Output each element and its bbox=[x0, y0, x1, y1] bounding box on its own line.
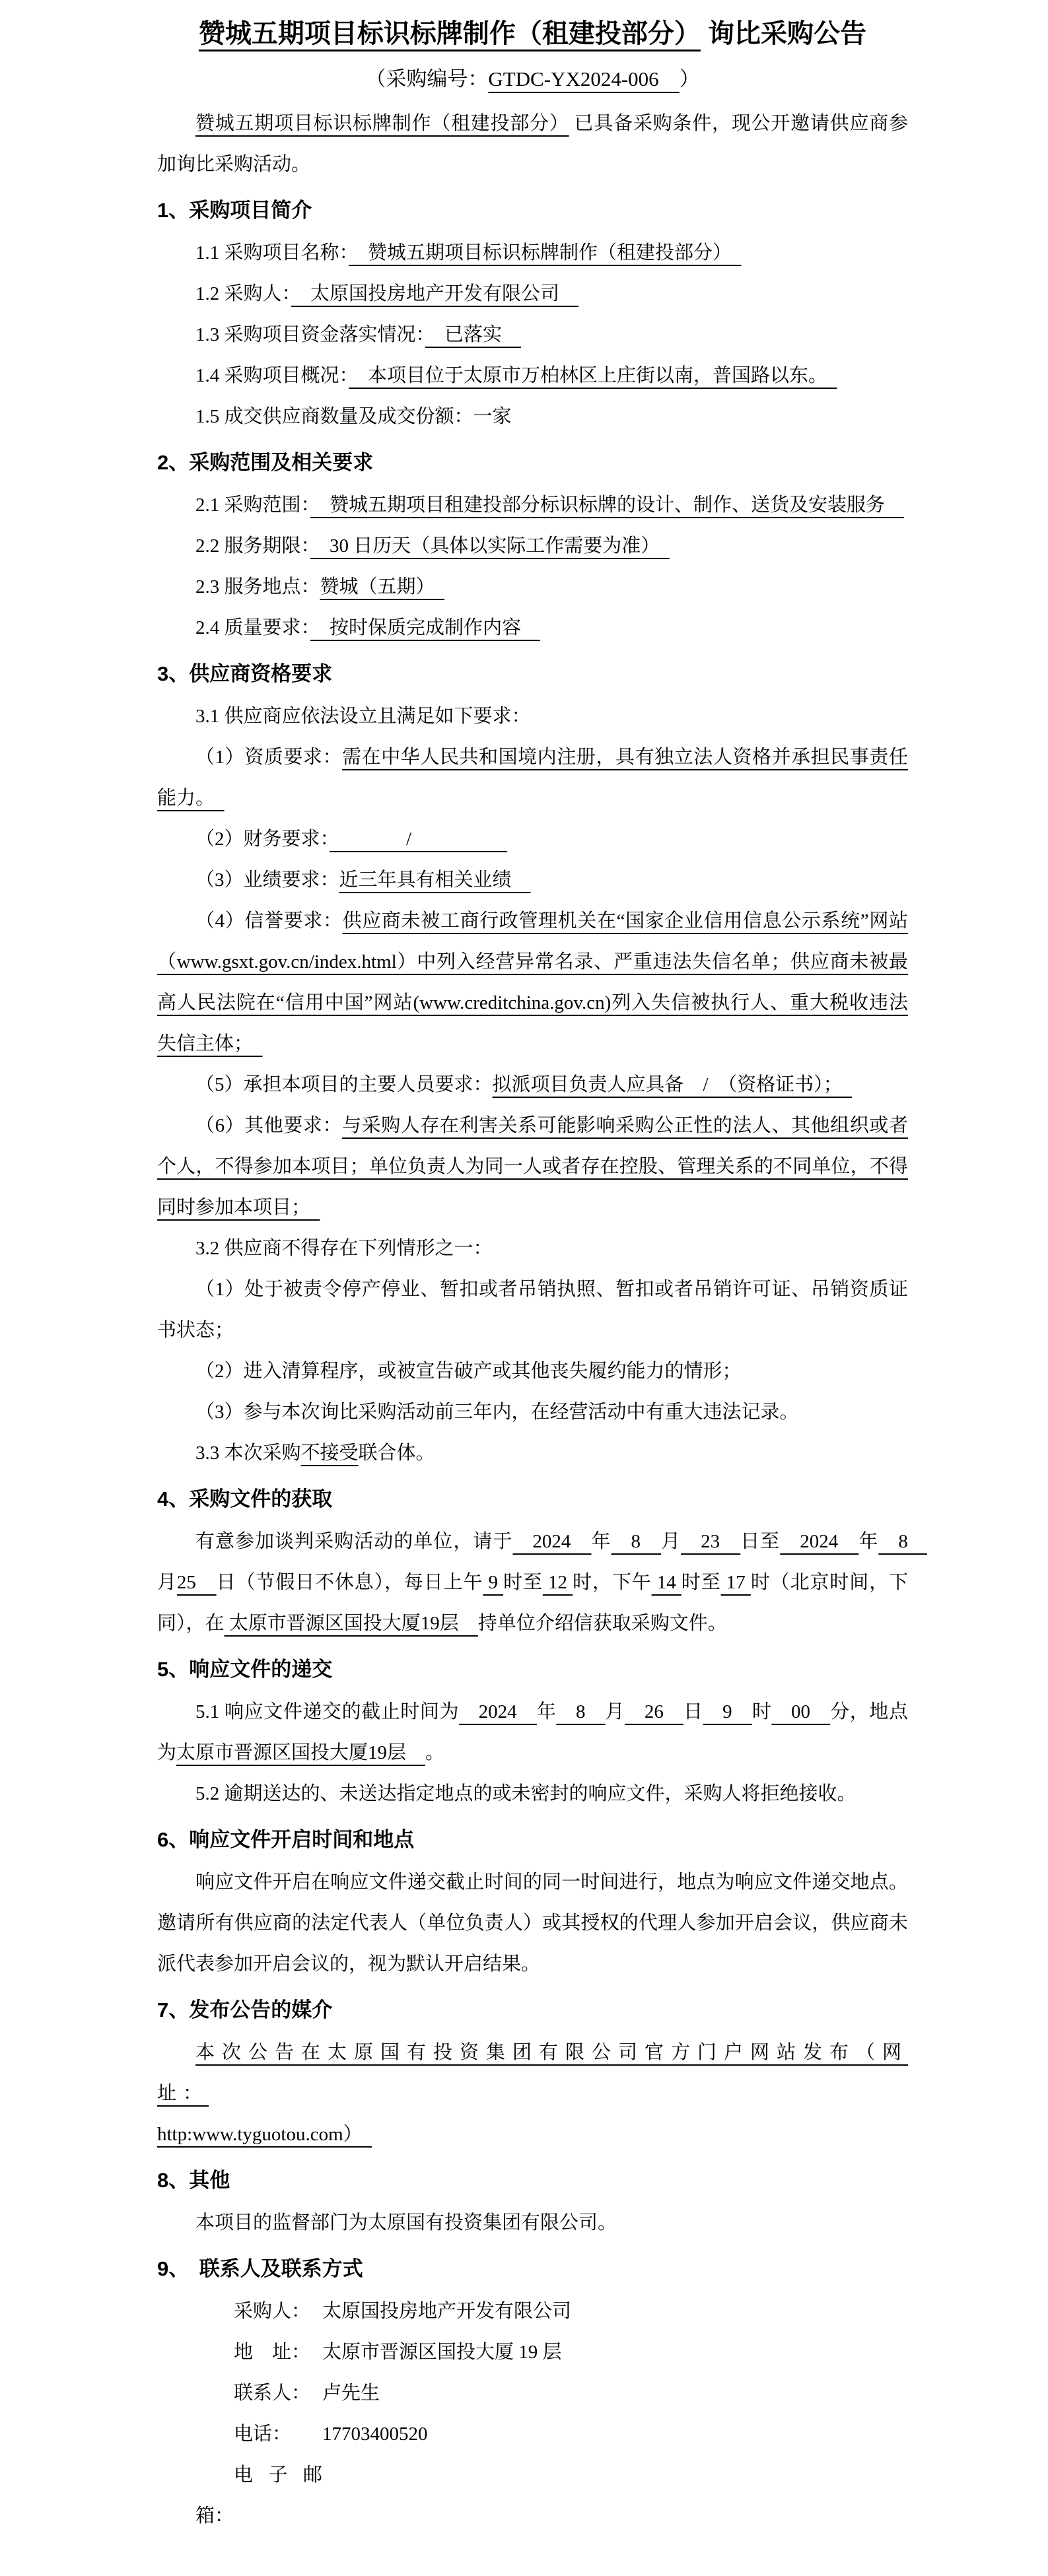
text-run: 3、供应商资格要求 bbox=[157, 662, 333, 685]
underlined-text: 太原国投房地产开发有限公司 bbox=[291, 283, 579, 304]
contact-address bbox=[157, 2332, 908, 2373]
text-run: 2.3 服务地点： bbox=[195, 576, 320, 597]
underlined-text: 2024 bbox=[780, 1531, 859, 1552]
contact-person bbox=[157, 2373, 908, 2414]
text-run: 年 bbox=[536, 1701, 557, 1722]
section-6-heading bbox=[157, 1818, 908, 1862]
text-run: 3.2 供应商不得存在下列情形之一： bbox=[195, 1238, 493, 1259]
contact-address-value: 太原市晋源区国投大厦 19 层 bbox=[322, 2342, 562, 2363]
text-run: 1、采购项目简介 bbox=[157, 199, 312, 222]
underlined-text: 赞城五期项目标识标牌制作（租建投部分） bbox=[195, 113, 569, 134]
underlined-text: 2024 bbox=[459, 1701, 537, 1722]
item-3-2 bbox=[157, 1228, 908, 1269]
underlined-text: 已落实 bbox=[425, 324, 522, 345]
item-3-1-2 bbox=[157, 819, 908, 860]
contact-phone bbox=[157, 2414, 908, 2455]
text-run: （1）资质要求： bbox=[195, 747, 343, 768]
underlined-text: 与采购人存在利害关系可能影响采购公正性的法人、其他组织或者个人，不得参加本项目；单位负责人为同一人或者存在控股、管理关系的不同单位，不得同时参加本项目； bbox=[157, 1115, 908, 1218]
underlined-text: 26 bbox=[625, 1701, 683, 1722]
underlined-text: 9 bbox=[703, 1701, 752, 1722]
contact-purchaser bbox=[157, 2291, 908, 2332]
underlined-text: 17 bbox=[720, 1572, 751, 1593]
text-run: ） bbox=[679, 67, 700, 90]
item-3-2-1 bbox=[157, 1269, 908, 1351]
underlined-text: 赞城五期项目标识标牌制作（租建投部分） bbox=[349, 242, 742, 263]
text-run: 响应文件开启在响应文件递交截止时间的同一时间进行，地点为响应文件递交地点。邀请所有供应商的法定代表人（单位负责人）或其授权的代理人参加开启会议，供应商未派代表参加开启会议的，视为默认开启结果。 bbox=[157, 1872, 908, 1975]
text-run: 5、响应文件的递交 bbox=[157, 1658, 333, 1681]
item-5-2 bbox=[157, 1773, 908, 1814]
underlined-text: 30 日历天（具体以实际工作需要为准） bbox=[310, 535, 670, 557]
text-run: 已具备采购条件，现公开邀请供应商参加询比采购活动。 bbox=[157, 113, 908, 175]
item-3-2-2 bbox=[157, 1351, 908, 1392]
text-run: 6、响应文件开启时间和地点 bbox=[157, 1828, 415, 1851]
section-7-paragraph-line-1 bbox=[157, 2032, 908, 2114]
underlined-text: 8 bbox=[556, 1701, 606, 1722]
text-run: 1.1 采购项目名称： bbox=[195, 242, 349, 263]
item-5-1 bbox=[157, 1691, 908, 1773]
text-run: 2.1 采购范围： bbox=[195, 494, 311, 516]
underlined-text: 供应商未被工商行政管理机关在“国家企业信用信息公示系统”网站（www.gsxt.gov.cn/index.html）中列入经营异常名录、严重违法失信名单；供应商未被最高人民法院在“信用中国”网站(www.creditchina.gov.cn)列入失信被执行人、重大税收违法失信主体； bbox=[157, 910, 908, 1054]
underlined-text: 本次公告在太原国有投资集团有限公司官方门户网站发布（网址： bbox=[157, 2042, 908, 2104]
text-run: 日（节假日不休息），每日上午 bbox=[216, 1572, 483, 1593]
item-1-1 bbox=[157, 232, 908, 273]
text-run: 1.4 采购项目概况： bbox=[195, 365, 349, 386]
underlined-text: 需在中华人民共和国境内注册，具有独立法人资格并承担民事责任能力。 bbox=[157, 747, 908, 809]
item-2-3 bbox=[157, 566, 908, 607]
item-3-1-3 bbox=[157, 860, 908, 900]
item-3-1-4 bbox=[157, 900, 908, 1064]
text-run: （5）承担本项目的主要人员要求： bbox=[195, 1074, 493, 1095]
text-run: （6）其他要求： bbox=[195, 1115, 343, 1136]
section-2-heading bbox=[157, 441, 908, 485]
section-9-heading bbox=[157, 2247, 908, 2291]
underlined-text: 2024 bbox=[512, 1531, 592, 1552]
intro-paragraph bbox=[157, 103, 908, 185]
text-run: 年 bbox=[591, 1531, 611, 1552]
item-3-1-1 bbox=[157, 737, 908, 819]
underlined-text: 8 bbox=[878, 1531, 927, 1552]
section-8-heading bbox=[157, 2159, 908, 2202]
contact-purchaser-value: 太原国投房地产开发有限公司 bbox=[322, 2301, 572, 2322]
text-run: （3）参与本次询比采购活动前三年内，在经营活动中有重大违法记录。 bbox=[195, 1402, 799, 1423]
underlined-text: 近三年具有相关业绩 bbox=[339, 869, 531, 891]
section-7-paragraph-line-2 bbox=[157, 2114, 908, 2155]
text-run: 本项目的监督部门为太原国有投资集团有限公司。 bbox=[195, 2212, 617, 2233]
section-4-paragraph bbox=[157, 1521, 927, 1644]
underlined-text: 14 bbox=[651, 1572, 681, 1593]
text-run: 时至 bbox=[503, 1572, 543, 1593]
text-run: 月 bbox=[605, 1701, 625, 1722]
item-3-3 bbox=[157, 1433, 908, 1474]
text-run: 4、采购文件的获取 bbox=[157, 1487, 333, 1510]
text-run: 9、 联系人及联系方式 bbox=[157, 2257, 363, 2280]
text-run: 5.2 逾期送达的、未送达指定地点的或未密封的响应文件，采购人将拒绝接收。 bbox=[195, 1783, 856, 1804]
item-3-1 bbox=[157, 696, 908, 737]
text-run: 时（北京时间，下同），在 bbox=[157, 1572, 908, 1634]
underlined-text: 赞城五期项目租建投部分标识标牌的设计、制作、送货及安装服务 bbox=[310, 494, 905, 516]
text-run: 有意参加谈判采购活动的单位，请于 bbox=[195, 1531, 513, 1552]
text-run: 1.5 成交供应商数量及成交份额：一家 bbox=[195, 406, 512, 427]
text-run: （2）进入清算程序，或被宣告破产或其他丧失履约能力的情形； bbox=[195, 1361, 742, 1382]
underlined-text: 赞城五期项目标识标牌制作（租建投部分） bbox=[198, 19, 701, 48]
section-7-heading bbox=[157, 1988, 908, 2032]
text-run: 日 bbox=[683, 1701, 703, 1722]
text-run: 日至 bbox=[740, 1531, 781, 1552]
item-2-1 bbox=[157, 485, 908, 525]
underlined-text: / bbox=[330, 829, 508, 850]
text-run: 7、发布公告的媒介 bbox=[157, 1998, 333, 2021]
text-run: 1.2 采购人： bbox=[195, 283, 292, 304]
item-2-2 bbox=[157, 525, 908, 566]
contact-email bbox=[157, 2455, 908, 2536]
item-1-2 bbox=[157, 273, 908, 314]
text-run: 持单位介绍信获取采购文件。 bbox=[477, 1613, 727, 1634]
contact-address-label: 地 址： bbox=[234, 2342, 311, 2363]
contact-purchaser-label: 采购人： bbox=[234, 2301, 311, 2322]
underlined-text: 太原市晋源区国投大厦19层 bbox=[224, 1613, 478, 1634]
underlined-text: http:www.tyguotou.com） bbox=[157, 2124, 372, 2145]
text-run: 分，地点为 bbox=[157, 1701, 908, 1763]
section-3-heading bbox=[157, 652, 908, 696]
text-run: 时，下午 bbox=[573, 1572, 652, 1593]
text-run: （1）处于被责令停产停业、暂扣或者吊销执照、暂扣或者吊销许可证、吊销资质证书状态； bbox=[157, 1279, 908, 1341]
text-run: 。 bbox=[425, 1742, 445, 1763]
text-run: 询比采购公告 bbox=[700, 19, 867, 48]
item-3-1-6 bbox=[157, 1105, 908, 1228]
text-run: 8、其他 bbox=[157, 2169, 230, 2192]
underlined-text: 12 bbox=[542, 1572, 573, 1593]
underlined-text: 拟派项目负责人应具备 / （资格证书）； bbox=[492, 1074, 853, 1095]
section-6-paragraph bbox=[157, 1862, 908, 1984]
text-run: 5.1 响应文件递交的截止时间为 bbox=[195, 1701, 460, 1722]
underlined-text: 00 bbox=[771, 1701, 831, 1722]
underlined-text: 8 bbox=[611, 1531, 662, 1552]
document-title bbox=[157, 9, 908, 58]
text-run: 联合体。 bbox=[358, 1442, 435, 1464]
item-1-4 bbox=[157, 355, 908, 396]
text-run: 时至 bbox=[681, 1572, 721, 1593]
contact-phone-value: 17703400520 bbox=[322, 2423, 428, 2445]
text-run: 时 bbox=[751, 1701, 772, 1722]
text-run: （2）财务要求： bbox=[195, 829, 330, 850]
underlined-text: GTDC-YX2024-006 bbox=[488, 67, 680, 90]
text-run: 年 bbox=[858, 1531, 879, 1552]
item-2-4 bbox=[157, 607, 908, 648]
text-run: 1.3 采购项目资金落实情况： bbox=[195, 324, 426, 345]
underlined-text: 不接受 bbox=[300, 1442, 359, 1464]
item-3-1-5 bbox=[157, 1064, 908, 1105]
section-1-heading bbox=[157, 189, 908, 232]
text-run: （采购编号： bbox=[365, 67, 489, 90]
item-3-2-3 bbox=[157, 1392, 908, 1433]
underlined-text: 9 bbox=[483, 1572, 504, 1593]
item-1-3 bbox=[157, 314, 908, 355]
contact-person-value: 卢先生 bbox=[322, 2383, 380, 2404]
contact-email-label: 电子邮箱： bbox=[195, 2464, 322, 2526]
underlined-text: 太原市晋源区国投大厦19层 bbox=[176, 1742, 426, 1763]
section-8-paragraph bbox=[157, 2202, 908, 2243]
text-run: 3.1 供应商应依法设立且满足如下要求： bbox=[195, 706, 531, 727]
text-run: 月 bbox=[661, 1531, 681, 1552]
text-run: （3）业绩要求： bbox=[195, 869, 339, 891]
procurement-number-line bbox=[157, 58, 908, 100]
section-5-heading bbox=[157, 1648, 908, 1691]
contact-person-label: 联系人： bbox=[234, 2383, 311, 2404]
underlined-text: 本项目位于太原市万柏林区上庄街以南，普国路以东。 bbox=[349, 365, 837, 386]
underlined-text: 23 bbox=[681, 1531, 741, 1552]
section-4-heading bbox=[157, 1477, 908, 1521]
item-1-5 bbox=[157, 396, 908, 437]
contact-phone-label: 电话： bbox=[234, 2423, 292, 2445]
underlined-text: 按时保质完成制作内容 bbox=[310, 617, 541, 638]
text-run: 2.2 服务期限： bbox=[195, 535, 311, 557]
text-run: 2.4 质量要求： bbox=[195, 617, 311, 638]
underlined-text: 赞城（五期） bbox=[320, 576, 445, 597]
underlined-text: 25 bbox=[176, 1572, 217, 1593]
text-run: 2、采购范围及相关要求 bbox=[157, 451, 374, 474]
text-run: 3.3 本次采购 bbox=[195, 1442, 301, 1464]
text-run: 月 bbox=[157, 1572, 177, 1593]
text-run: （4）信誉要求： bbox=[195, 910, 343, 932]
